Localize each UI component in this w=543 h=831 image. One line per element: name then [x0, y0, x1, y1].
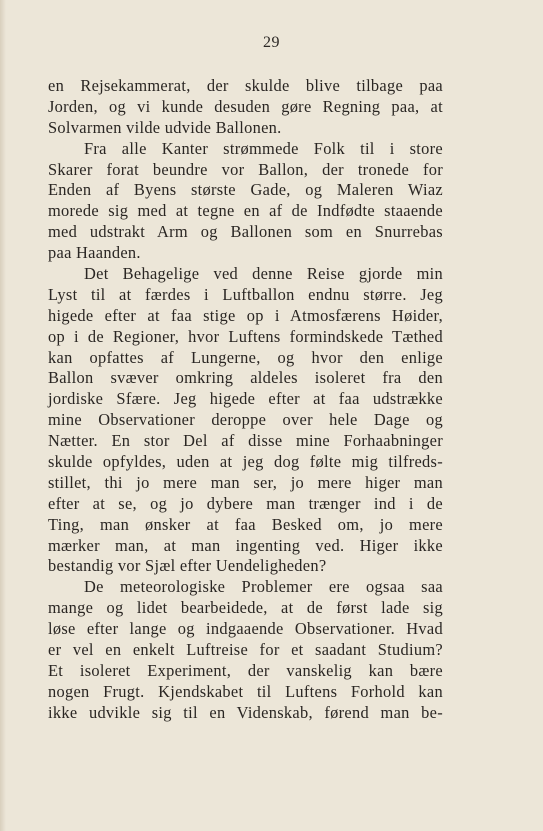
text-line: De meteorologiske Problemer ere ogsaa saa	[84, 577, 443, 597]
text-line: Det Behagelige ved denne Reise gjorde min	[84, 264, 443, 284]
text-line: stillet, thi jo mere man ser, jo mere higer man	[48, 472, 443, 492]
text-line: Solvarmen vilde udvide Ballonen.	[48, 117, 282, 137]
text-line: jordiske Sfære. Jeg higede efter at faa udstrække	[48, 389, 443, 409]
text-line: en Rejsekammerat, der skulde blive tilbage paa	[48, 76, 443, 95]
text-line: Enden af Byens største Gade, og Maleren Wiaz	[48, 180, 443, 200]
text-line: Ballon svæver omkring aldeles isoleret fra den	[48, 368, 443, 388]
page-number: 29	[263, 34, 280, 51]
text-line: higede efter at faa stige op i Atmosfærens Høider,	[48, 305, 443, 325]
text-line: paa Haanden.	[48, 243, 141, 263]
text-line: nogen Frugt. Kjendskabet til Luftens Forhold kan	[48, 681, 443, 701]
text-line: Lyst til at færdes i Luftballon endnu større. Jeg	[48, 284, 443, 304]
text-line: morede sig med at tegne en af de Indfødte staaende	[48, 201, 443, 221]
text-line: Et isoleret Experiment, der vanskelig kan bære	[48, 660, 443, 680]
text-line: Ting, man ønsker at faa Besked om, jo mere	[48, 514, 443, 534]
text-line: op i de Regioner, hvor Luftens formindskede Tæthed	[48, 326, 443, 346]
body-text	[48, 76, 443, 724]
text-line: mærker man, at man ingenting ved. Higer ikke	[48, 535, 443, 555]
text-line: bestandig vor Sjæl efter Uendeligheden?	[48, 556, 327, 576]
text-line: kan opfattes af Lungerne, og hvor den enlige	[48, 347, 443, 367]
text-line: løse efter lange og indgaaende Observationer. Hvad	[48, 619, 443, 639]
text-line: Fra alle Kanter strømmede Folk til i store	[84, 138, 443, 158]
text-line: efter at se, og jo dybere man trænger ind i de	[48, 493, 443, 513]
text-line: ikke udvikle sig til en Videnskab, førend man be-	[48, 702, 443, 722]
text-line: mange og lidet bearbeidede, at de først lade sig	[48, 598, 443, 618]
text-line: mine Observationer deroppe over hele Dage og	[48, 410, 443, 430]
text-line: er vel en enkelt Luftreise for et saadant Studium?	[48, 640, 443, 660]
text-line: Jorden, og vi kunde desuden gøre Regning paa, at	[48, 96, 443, 116]
text-line: Skarer forat beundre vor Ballon, der tronede for	[48, 159, 443, 179]
text-line: Nætter. En stor Del af disse mine Forhaabninger	[48, 431, 443, 451]
page-binding-edge	[0, 0, 6, 831]
text-line: med udstrakt Arm og Ballonen som en Snurrebas	[48, 222, 443, 242]
text-line: skulde opfyldes, uden at jeg dog følte mig tilfreds-	[48, 452, 443, 472]
